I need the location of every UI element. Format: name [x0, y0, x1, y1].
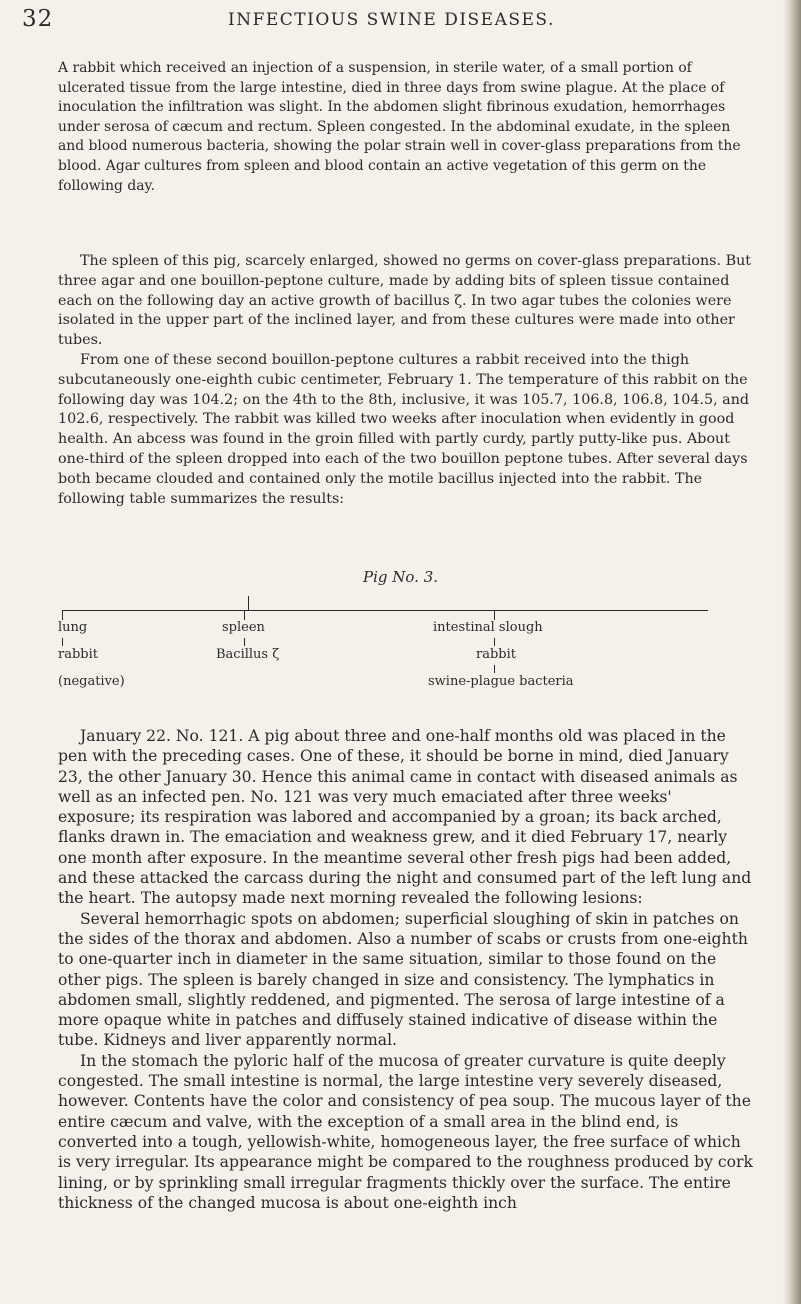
label-negative: (negative) [58, 674, 125, 689]
diagram-root-tick [248, 596, 249, 610]
paragraph-spleen-cultures: The spleen of this pig, scarcely enlarged, showed no germs on cover-glass preparations. But three agar and one bouillon-peptone culture, made by adding bits of spleen tissue contained each on the following day an active growth of bacillus ζ. In two agar tubes the colonies were isolated in the upper part of the inclined layer, and from these cultures were made into other tubes. [58, 253, 752, 349]
diagram-tick-spleen [244, 610, 245, 620]
connector-lung [62, 638, 63, 646]
figure-caption: Pig No. 3. [363, 568, 438, 586]
diagram-bar [62, 610, 708, 611]
page-number: 32 [22, 6, 54, 32]
body-text-upper [58, 252, 754, 509]
label-swine-plague-bacteria: swine-plague bacteria [428, 674, 574, 689]
label-bacillus: Bacillus ζ [216, 647, 280, 662]
label-lung: lung [58, 620, 88, 635]
body-text-lower [58, 726, 754, 1213]
connector-spleen [244, 638, 245, 646]
results-diagram [58, 596, 754, 714]
connector-intestine [494, 638, 495, 646]
running-head: INFECTIOUS SWINE DISEASES. [228, 10, 555, 30]
connector-rabbit-2 [494, 665, 495, 673]
diagram-tick-lung [62, 610, 63, 620]
paragraph-pig-121: January 22. No. 121. A pig about three and one-half months old was placed in the pen with the preceding cases. One of these, it should be borne in mind, died January 23, the other January 30. Hence this animal came in contact with diseased animals as well as an infected pen. No. 121 was very much emaciated after three weeks' exposure; its respiration was labored and accompanied by a groan; its back arched, flanks drawn in. The emaciation and weakness grew, and it died February 17, nearly one month after exposure. In the meantime several other fresh pigs had been added, and these attacked the carcass during the night and consumed part of the left lung and the heart. The autopsy made next morning revealed the following lesions: [58, 727, 752, 908]
label-rabbit-2: rabbit [476, 647, 516, 662]
label-rabbit-1: rabbit [58, 647, 98, 662]
paragraph-rabbit-thigh: From one of these second bouillon-peptone cultures a rabbit received into the thigh subcutaneously one-eighth cubic centimeter, February 1. The temperature of this rabbit on the following day was 104.2; on the 4th to the 8th, inclusive, it was 105.7, 106.8, 106.8, 104.5, and 102.6, respectively. The rabbit was killed two weeks after inoculation when evidently in good health. An abcess was found in the groin filled with partly curdy, partly putty-like pus. About one-third of the spleen dropped into each of the two bouillon peptone tubes. After several days both became clouded and contained only the motile bacillus injected into the rabbit. The following table summarizes the results: [58, 351, 750, 507]
label-intestinal-slough: intestinal slough [433, 620, 543, 635]
diagram-tick-intestine [494, 610, 495, 620]
page-header [0, 6, 801, 34]
label-spleen: spleen [222, 620, 265, 635]
paragraph-rabbit-injection: A rabbit which received an injection of a suspension, in sterile water, of a small portion of ulcerated tissue from the large intestine, died in three days from swine plague. At the place of inoculation the infiltration was slight. In the abdomen slight fibrinous exudation, hemorrhages under serosa of cæcum and rectum. Spleen congested. In the abdominal exudate, in the spleen and blood numerous bacteria, showing the polar strain well in cover-glass preparations from the blood. Agar cultures from spleen and blood contain an active vegetation of this germ on the following day. [58, 60, 741, 194]
paragraph-external-lesions: Several hemorrhagic spots on abdomen; superficial sloughing of skin in patches on the sides of the thorax and abdomen. Also a number of scabs or crusts from one-eighth to one-quarter inch in diameter in the same situation, similar to those found on the other pigs. The spleen is barely changed in size and consistency. The lymphatics in abdomen small, slightly reddened, and pigmented. The serosa of large intestine of a more opaque white in patches and diffusely stained indicative of disease within the tube. Kidneys and liver apparently normal. [58, 909, 748, 1050]
paragraph-stomach-intestine: In the stomach the pyloric half of the mucosa of greater curvature is quite deeply congested. The small intestine is normal, the large intestine very severely diseased, however. Contents have the color and consistency of pea soup. The mucous layer of the entire cæcum and valve, with the exception of a small area in the blind end, is converted into a tough, yellowish-white, homogeneous layer, the free surface of which is very irregular. Its appearance might be compared to the roughness produced by cork lining, or by sprinkling small irregular fragments thickly over the surface. The entire thickness of the changed mucosa is about one-eighth inch [58, 1051, 753, 1212]
page-edge-shadow [783, 0, 801, 1304]
